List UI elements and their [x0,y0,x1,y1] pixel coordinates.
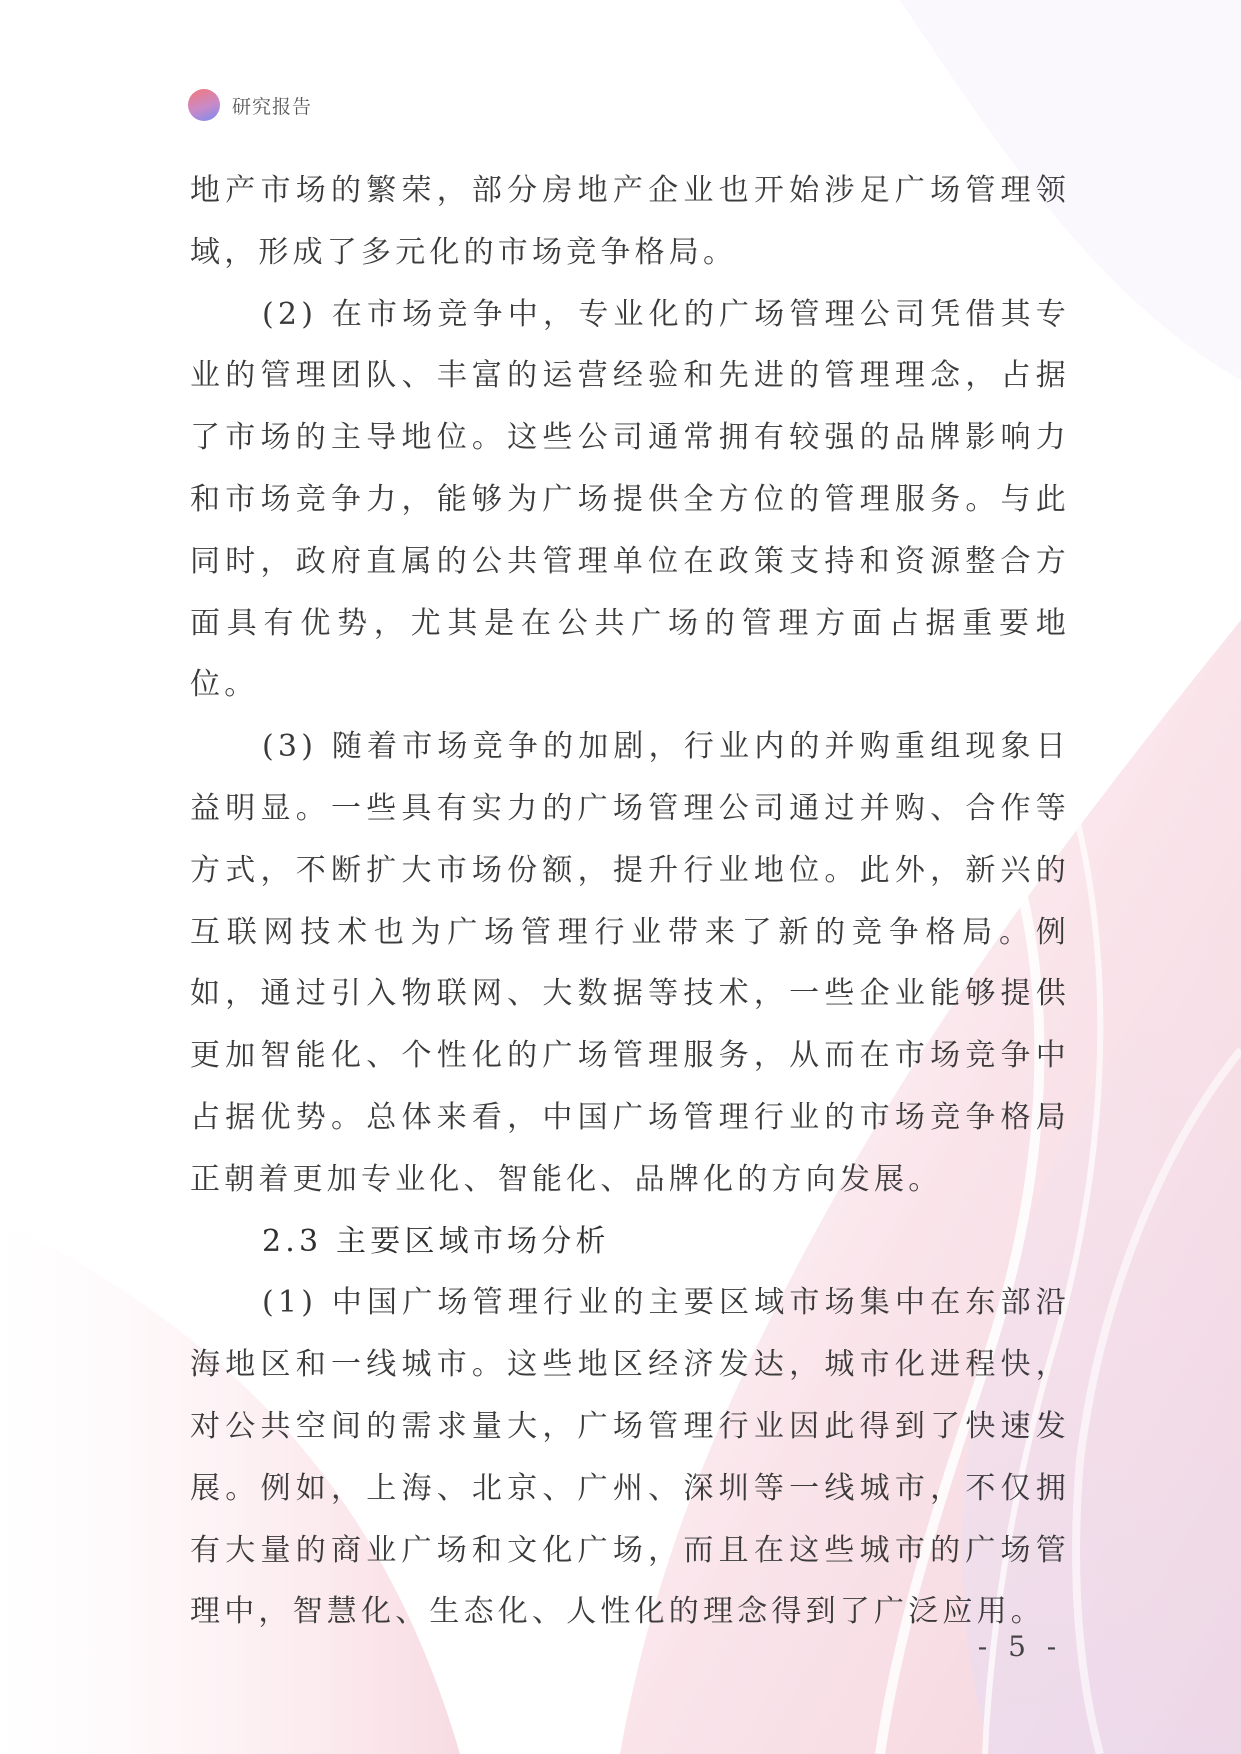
logo-icon [188,89,220,121]
paragraph-4: (1) 中国广场管理行业的主要区域市场集中在东部沿海地区和一线城市。这些地区经济发达，城市化进程快，对公共空间的需求量大，广场管理行业因此得到了快速发展。例如，上海、北京、广州、深圳等一线城市，不仅拥有大量的商业广场和文化广场，而且在这些城市的广场管理中，智慧化、生态化、人性化的理念得到了广泛应用。 [190,1285,1070,1630]
page-number: - 5 - [977,1630,1063,1663]
paragraph-3: (3) 随着市场竞争的加剧，行业内的并购重组现象日益明显。一些具有实力的广场管理公司通过并购、合作等方式，不断扩大市场份额，提升行业地位。此外，新兴的互联网技术也为广场管理行业带来了新的竞争格局。例如，通过引入物联网、大数据等技术，一些企业能够提供更加智能化、个性化的广场管理服务，从而在市场竞争中占据优势。总体来看，中国广场管理行业的市场竞争格局正朝着更加专业化、智能化、品牌化的方向发展。 [190,729,1070,1197]
header-title: 研究报告 [232,95,313,118]
report-header [188,88,312,122]
paragraph-1: 地产市场的繁荣，部分房地产企业也开始涉足广场管理领域，形成了多元化的市场竞争格局。 [190,173,1070,270]
document-body [190,160,1070,1643]
section-heading: 2.3 主要区域市场分析 [262,1223,610,1259]
paragraph-2: (2) 在市场竞争中，专业化的广场管理公司凭借其专业的管理团队、丰富的运营经验和先进的管理理念，占据了市场的主导地位。这些公司通常拥有较强的品牌影响力和市场竞争力，能够为广场提供全方位的管理服务。与此同时，政府直属的公共管理单位在政策支持和资源整合方面具有优势，尤其是在公共广场的管理方面占据重要地位。 [190,296,1070,703]
